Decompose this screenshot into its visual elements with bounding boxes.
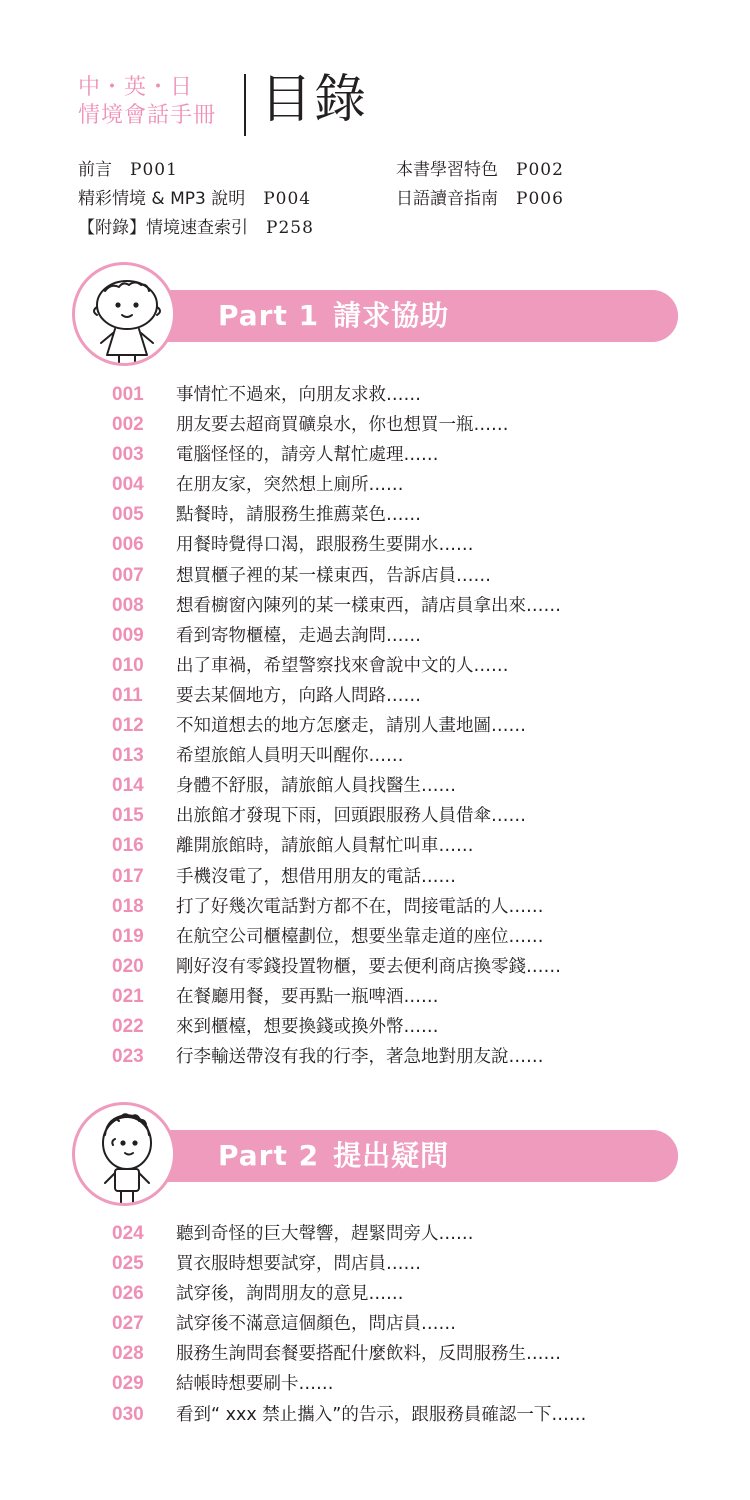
list-item[interactable] <box>112 922 712 952</box>
entry-text: 出了車禍，希望警察找來會說中文的人…… <box>176 655 509 676</box>
front-matter-item[interactable] <box>396 156 564 185</box>
front-matter-label: 【附錄】情境速查索引 <box>78 218 248 238</box>
list-item[interactable] <box>112 530 712 560</box>
list-item[interactable] <box>112 681 712 711</box>
front-matter-page: P001 <box>130 160 178 180</box>
front-matter-label: 前言 <box>78 160 112 180</box>
list-item[interactable] <box>112 801 712 831</box>
list-item[interactable] <box>112 982 712 1012</box>
front-matter-page: P002 <box>516 160 564 180</box>
entry-number: 030 <box>112 1403 144 1425</box>
entry-number: 014 <box>112 775 144 797</box>
page-header <box>78 70 678 140</box>
list-item[interactable] <box>112 952 712 982</box>
entry-text: 行李輸送帶沒有我的行李，著急地對朋友說…… <box>176 1047 544 1068</box>
entry-number: 008 <box>112 594 144 616</box>
entry-text: 點餐時，請服務生推薦菜色…… <box>176 505 421 526</box>
entry-number: 003 <box>112 444 144 466</box>
list-item[interactable] <box>112 862 712 892</box>
entry-number: 015 <box>112 805 144 827</box>
front-matter-label: 精彩情境 & MP3 說明 <box>78 189 246 209</box>
front-matter-item[interactable] <box>78 156 178 185</box>
entry-text: 剛好沒有零錢投置物櫃，要去便利商店換零錢…… <box>176 956 561 977</box>
list-item[interactable] <box>112 1249 712 1279</box>
front-matter-list <box>78 156 698 243</box>
entry-number: 020 <box>112 955 144 977</box>
entry-text: 希望旅館人員明天叫醒你…… <box>176 746 404 767</box>
list-item[interactable] <box>112 470 712 500</box>
list-item[interactable] <box>112 410 712 440</box>
list-item[interactable] <box>112 1279 712 1309</box>
entry-text: 想買櫃子裡的某一樣東西，告訴店員…… <box>176 565 491 586</box>
list-item[interactable] <box>112 561 712 591</box>
part-1-number: Part 1 <box>218 299 320 332</box>
entry-number: 006 <box>112 534 144 556</box>
entry-number: 022 <box>112 1015 144 1037</box>
entry-number: 010 <box>112 654 144 676</box>
entry-text: 看到“ xxx 禁止攜入”的告示，跟服務員確認一下…… <box>176 1404 587 1425</box>
entry-text: 在航空公司櫃檯劃位，想要坐靠走道的座位…… <box>176 926 544 947</box>
entry-text: 想看櫥窗內陳列的某一樣東西，請店員拿出來…… <box>176 595 561 616</box>
list-item[interactable] <box>112 1309 712 1339</box>
entry-number: 017 <box>112 865 144 887</box>
entry-text: 服務生詢問套餐要搭配什麼飲料，反問服務生…… <box>176 1344 561 1365</box>
entry-number: 001 <box>112 384 144 405</box>
entry-text: 不知道想去的地方怎麼走，請別人畫地圖…… <box>176 716 526 737</box>
entry-number: 024 <box>112 1223 144 1244</box>
entry-number: 009 <box>112 624 144 646</box>
part-1-title <box>218 296 449 336</box>
front-matter-row <box>78 214 698 243</box>
entry-text: 朋友要去超商買礦泉水，你也想買一瓶…… <box>176 415 509 436</box>
part-2-name: 提出疑問 <box>333 1139 450 1172</box>
entry-number: 012 <box>112 715 144 737</box>
entry-number: 025 <box>112 1253 144 1275</box>
front-matter-item[interactable] <box>78 214 314 243</box>
front-matter-page: P004 <box>263 189 312 209</box>
entry-number: 028 <box>112 1343 144 1365</box>
list-item[interactable] <box>112 1369 712 1399</box>
part-1-header[interactable] <box>72 262 682 372</box>
part-1-avatar <box>72 262 176 366</box>
list-item[interactable] <box>112 892 712 922</box>
front-matter-row <box>78 156 698 185</box>
front-matter-label: 日語讀音指南 <box>396 189 498 209</box>
list-item[interactable] <box>112 1042 712 1072</box>
entry-number: 011 <box>112 684 143 706</box>
list-item[interactable] <box>112 591 712 621</box>
entry-number: 018 <box>112 895 144 917</box>
list-item[interactable] <box>112 831 712 861</box>
entry-number: 027 <box>112 1313 144 1335</box>
entry-text: 事情忙不過來，向朋友求救…… <box>176 385 421 405</box>
part-2-entries <box>112 1219 712 1430</box>
front-matter-label: 本書學習特色 <box>396 160 498 180</box>
entry-text: 用餐時覺得口渴，跟服務生要開水…… <box>176 535 474 556</box>
header-divider <box>244 74 246 136</box>
list-item[interactable] <box>112 440 712 470</box>
entry-number: 013 <box>112 745 144 767</box>
list-item[interactable] <box>112 711 712 741</box>
entry-text: 出旅館才發現下雨，回頭跟服務人員借傘…… <box>176 806 526 827</box>
front-matter-item[interactable] <box>78 185 311 214</box>
list-item[interactable] <box>112 1219 712 1249</box>
entry-text: 要去某個地方，向路人問路…… <box>176 685 421 706</box>
entry-number: 004 <box>112 474 144 496</box>
part-2-number: Part 2 <box>218 1139 320 1172</box>
entry-text: 買衣服時想要試穿，問店員…… <box>176 1254 421 1275</box>
entry-text: 在餐廳用餐，要再點一瓶啤酒…… <box>176 986 439 1007</box>
list-item[interactable] <box>112 621 712 651</box>
entry-text: 看到寄物櫃檯，走過去詢問…… <box>176 625 421 646</box>
boy-icon <box>75 1105 176 1206</box>
part-1-name: 請求協助 <box>333 299 450 332</box>
list-item[interactable] <box>112 1339 712 1369</box>
entry-number: 005 <box>112 504 144 526</box>
list-item[interactable] <box>112 380 712 410</box>
part-2-title <box>218 1136 449 1176</box>
entry-text: 離開旅館時，請旅館人員幫忙叫車…… <box>176 836 474 857</box>
part-2-header[interactable] <box>72 1102 682 1212</box>
front-matter-page: P258 <box>266 218 314 238</box>
front-matter-page: P006 <box>516 189 564 209</box>
page-title: 目錄 <box>260 70 369 130</box>
entry-number: 023 <box>112 1046 144 1068</box>
entry-text: 身體不舒服，請旅館人員找醫生…… <box>176 776 456 797</box>
entry-text: 聽到奇怪的巨大聲響，趕緊問旁人…… <box>176 1224 474 1244</box>
entry-text: 試穿後不滿意這個顏色，問店員…… <box>176 1314 456 1335</box>
series-title-line2: 情境會話手冊 <box>78 103 217 128</box>
entry-text: 電腦怪怪的，請旁人幫忙處理…… <box>176 445 439 466</box>
entry-number: 007 <box>112 564 144 586</box>
list-item[interactable] <box>112 741 712 771</box>
series-title <box>78 74 216 130</box>
entry-number: 016 <box>112 835 144 857</box>
series-title-line1: 中・英・日 <box>78 75 194 100</box>
part-2-avatar <box>72 1102 176 1206</box>
entry-text: 試穿後，詢問朋友的意見…… <box>176 1284 404 1305</box>
list-item[interactable] <box>112 500 712 530</box>
entry-text: 來到櫃檯，想要換錢或換外幣…… <box>176 1016 439 1037</box>
entry-number: 021 <box>112 985 144 1007</box>
entry-text: 結帳時想要刷卡…… <box>176 1374 334 1395</box>
entry-number: 029 <box>112 1373 144 1395</box>
entry-number: 019 <box>112 925 144 947</box>
entry-text: 打了好幾次電話對方都不在，問接電話的人…… <box>176 896 544 917</box>
list-item[interactable] <box>112 1400 712 1430</box>
part-1-entries <box>112 380 712 1072</box>
entry-number: 002 <box>112 414 144 436</box>
girl-icon <box>75 265 176 366</box>
entry-text: 在朋友家，突然想上廁所…… <box>176 475 404 496</box>
entry-number: 026 <box>112 1283 144 1305</box>
entry-text: 手機沒電了，想借用朋友的電話…… <box>176 866 456 887</box>
list-item[interactable] <box>112 771 712 801</box>
front-matter-row <box>78 185 698 214</box>
list-item[interactable] <box>112 1012 712 1042</box>
list-item[interactable] <box>112 651 712 681</box>
front-matter-item[interactable] <box>396 185 564 214</box>
